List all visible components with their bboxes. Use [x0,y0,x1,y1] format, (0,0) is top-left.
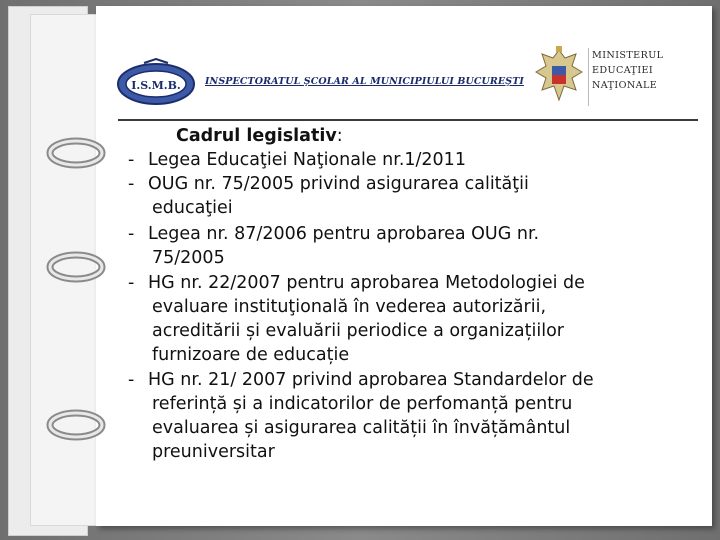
bullet-dash: - [128,370,135,390]
list-item-continuation: evaluarea și asigurarea calității în învățământul [152,418,571,438]
list-item [128,172,529,196]
ministry-line: MINISTERUL [592,50,664,61]
list-item-text: Legea Educaţiei Naţionale nr.1/2011 [148,150,466,170]
list-item-continuation: acreditării și evaluării periodice a organizațiilor [152,321,564,341]
title-text: Cadrul legislativ [176,126,337,146]
ministry-line: EDUCAŢIEI [592,65,654,76]
list-item-continuation: educaţiei [152,198,233,218]
list-item [128,222,539,246]
svg-text:I.S.M.B.: I.S.M.B. [131,79,181,92]
list-item-continuation: referință și a indicatorilor de perfomanță pentru [152,394,573,414]
bullet-dash: - [128,273,135,293]
bullet-dash: - [128,174,135,194]
list-item-continuation: evaluare instituţională în vederea autorizării, [152,297,547,317]
title-colon: : [336,126,343,146]
ministry-line: NAŢIONALE [592,80,658,91]
list-item [128,148,466,172]
list-item-continuation: preuniversitar [152,442,275,462]
inspectorat-heading: INSPECTORATUL ŞCOLAR AL MUNICIPIULUI BUCUREŞTI [205,76,524,87]
list-item-continuation: furnizoare de educație [152,345,350,365]
bullet-dash: - [128,150,135,170]
bullet-dash: - [128,224,135,244]
list-item-continuation: 75/2005 [152,248,225,268]
list-item-text: HG nr. 22/2007 pentru aprobarea Metodologiei de [148,273,585,293]
slide-title [176,124,343,148]
list-item-text: Legea nr. 87/2006 pentru aprobarea OUG nr. [148,224,540,244]
list-item [128,368,594,392]
list-item [128,271,585,295]
list-item-text: HG nr. 21/ 2007 privind aprobarea Standardelor de [148,370,594,390]
list-item-text: OUG nr. 75/2005 privind asigurarea calităţii [148,174,529,194]
